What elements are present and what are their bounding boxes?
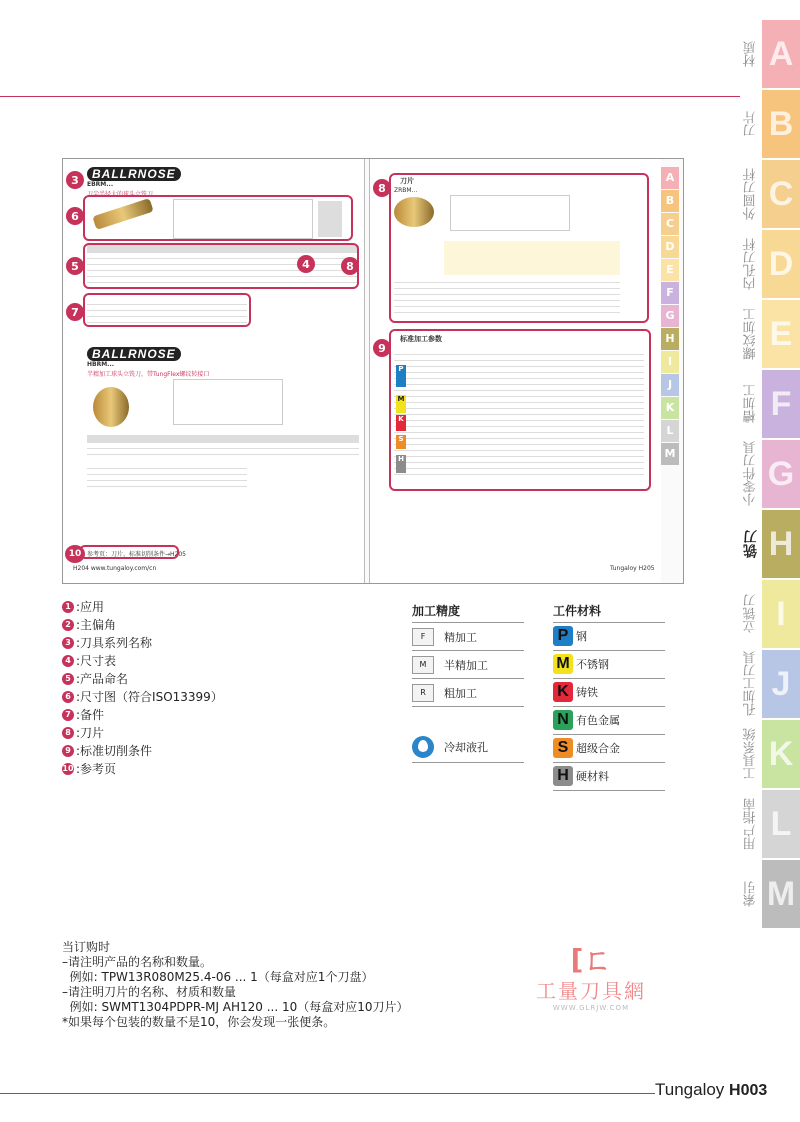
footer-brand <box>655 1080 767 1100</box>
accuracy-label: 粗加工 <box>444 687 477 700</box>
callout-7: 7 <box>66 303 84 321</box>
material-divider <box>553 762 665 763</box>
section-tab-label-b[interactable]: 刀片 <box>743 111 759 137</box>
section-tab-a[interactable] <box>762 20 800 88</box>
materials-title: 工件材料 <box>553 604 602 618</box>
callout-9: 9 <box>373 339 391 357</box>
legend-text: :备件 <box>76 708 105 722</box>
material-icon-h: H <box>553 766 573 786</box>
preview-tab-d: D <box>661 236 679 258</box>
section-tab-label-g[interactable]: 小零件刀具 <box>743 441 759 507</box>
preview-tab-f: F <box>661 282 679 304</box>
section-tab-b[interactable] <box>762 90 800 158</box>
watermark-mark: [ㄈ <box>570 943 612 976</box>
legend-text: :刀片 <box>76 726 105 740</box>
dimension-table-2 <box>87 443 359 457</box>
section-tab-letter: E <box>769 314 793 353</box>
left-page-footer: H204 www.tungaloy.com/cn <box>73 565 157 572</box>
section-tab-label-e[interactable]: 螺纹加工 <box>743 308 759 360</box>
accuracy-title: 加工精度 <box>412 604 461 618</box>
ballnose-logo: BALLRNOSE <box>87 167 181 181</box>
order-line: *如果每个包装的数量不是10，你会发现一张便条。 <box>62 1015 336 1029</box>
coolant-item <box>412 736 488 758</box>
callout-6: 6 <box>66 207 84 225</box>
accuracy-item <box>412 684 477 702</box>
reference-text: 参考页：刀片、标准切削条件→H205 <box>87 551 186 558</box>
order-line: 例如: SWMT1304PDPR-MJ AH120 ... 10（每盒对应10刀片） <box>62 1000 409 1014</box>
catalog-spread-preview <box>62 158 684 584</box>
material-item <box>553 710 620 730</box>
section-tab-label-c[interactable]: 外圆刀杆 <box>743 168 759 220</box>
section-tab-l[interactable] <box>762 790 800 858</box>
preview-tab-j: J <box>661 374 679 396</box>
material-divider <box>553 790 665 791</box>
highlight-reference <box>79 545 179 559</box>
preview-tab-b: B <box>661 190 679 212</box>
legend-item <box>62 724 223 742</box>
preview-tab-c: C <box>661 213 679 235</box>
section-tab-letter: C <box>768 174 794 213</box>
coolant-label: 冷却液孔 <box>444 741 488 754</box>
section-tab-label-m[interactable]: 索引 <box>743 881 759 907</box>
legend-number: 6 <box>62 691 74 703</box>
material-item <box>553 654 609 674</box>
callout-4: 4 <box>297 255 315 273</box>
section-tab-label-f[interactable]: 槽加工 <box>743 384 759 424</box>
callout-10: 10 <box>65 545 85 563</box>
highlight-spare-parts <box>83 293 251 327</box>
material-label: 不锈钢 <box>576 658 609 671</box>
material-divider <box>553 650 665 651</box>
callout-8: 8 <box>373 179 391 197</box>
order-line: 当订购时 <box>62 940 111 954</box>
material-divider <box>553 734 665 735</box>
material-item <box>553 626 587 646</box>
legend-item <box>62 616 223 634</box>
legend-number: 3 <box>62 637 74 649</box>
legend-item <box>62 670 223 688</box>
legend-item <box>62 634 223 652</box>
section-tab-h[interactable] <box>762 510 800 578</box>
section-tab-letter: K <box>768 734 794 773</box>
right-page-footer: Tungaloy H205 <box>610 565 655 572</box>
legend-number: 1 <box>62 601 74 613</box>
accuracy-rule <box>412 622 524 623</box>
material-item <box>553 682 598 702</box>
legend-text: :应用 <box>76 600 105 614</box>
material-divider <box>553 706 665 707</box>
ordering-notes <box>62 940 409 1030</box>
order-line: –请注明产品的名称和数量。 <box>62 955 213 969</box>
section-tab-label-d[interactable]: 内孔刀杆 <box>743 238 759 290</box>
section-tab-letter: J <box>771 664 791 703</box>
series-subtitle: 刀尖半径大的球头立铣刀 <box>87 191 154 198</box>
header-rule <box>0 96 740 97</box>
accuracy-icon: F <box>412 628 434 646</box>
insert-series: ZRBM... <box>394 187 418 194</box>
section-tab-letter: M <box>766 874 796 913</box>
section-tab-f[interactable] <box>762 370 800 438</box>
section-tab-letter: B <box>768 104 794 143</box>
accuracy-divider <box>412 650 524 651</box>
legend-text: :主偏角 <box>76 618 117 632</box>
legend-text: :尺寸图（符合ISO13399） <box>76 690 223 704</box>
section-tab-e[interactable] <box>762 300 800 368</box>
legend-item <box>62 706 223 724</box>
series-name: EBRM... <box>87 181 114 188</box>
iso-m-marker: M <box>396 395 406 413</box>
watermark-url: WWW.GLRJW.COM <box>552 1004 630 1012</box>
section-tab-c[interactable] <box>762 160 800 228</box>
section-tab-label-j[interactable]: 孔加工刀具 <box>743 651 759 717</box>
order-line: –请注明刀片的名称、材质和数量 <box>62 985 237 999</box>
legend-number: 4 <box>62 655 74 667</box>
accuracy-icon: R <box>412 684 434 702</box>
accuracy-item <box>412 656 488 674</box>
coolant-icon <box>412 736 434 758</box>
legend-number: 2 <box>62 619 74 631</box>
dimension-table-header-2 <box>87 435 359 443</box>
material-icon-n: N <box>553 710 573 730</box>
preview-tab-i: I <box>661 351 679 373</box>
section-tab-k[interactable] <box>762 720 800 788</box>
material-divider <box>553 678 665 679</box>
cutting-conditions-title: 标准加工参数 <box>400 335 442 343</box>
material-icon-k: K <box>553 682 573 702</box>
insert-title: 刀片 <box>400 177 414 185</box>
section-tab-d[interactable] <box>762 230 800 298</box>
page-number: H003 <box>729 1082 768 1099</box>
legend-text: :尺寸表 <box>76 654 117 668</box>
section-tab-j[interactable] <box>762 650 800 718</box>
callout-legend <box>62 598 223 778</box>
section-tab-label-k[interactable]: 工具系统 <box>743 728 759 780</box>
legend-number: 7 <box>62 709 74 721</box>
brand-name: Tungaloy <box>655 1080 725 1099</box>
materials-rule <box>553 622 665 623</box>
watermark <box>536 945 646 1012</box>
material-icon-m: M <box>553 654 573 674</box>
material-label: 有色金属 <box>576 714 620 727</box>
section-tab-i[interactable] <box>762 580 800 648</box>
preview-tab-e: E <box>661 259 679 281</box>
tool-photo-2 <box>93 387 129 427</box>
legend-item <box>62 598 223 616</box>
section-tabs <box>762 20 800 930</box>
accuracy-divider <box>412 706 524 707</box>
preview-tab-h: H <box>661 328 679 350</box>
callout-3: 3 <box>66 171 84 189</box>
highlight-insert <box>389 173 649 323</box>
section-tab-g[interactable] <box>762 440 800 508</box>
legend-item <box>62 760 223 778</box>
section-tab-label-h[interactable]: 铣刀 <box>743 530 759 558</box>
material-label: 硬材料 <box>576 770 609 783</box>
callout-8-left: 8 <box>341 257 359 275</box>
order-line: 例如: TPW13R080M25.4-06 ... 1（每盒对应1个刀盘） <box>62 970 374 984</box>
highlight-cutting-conditions <box>389 329 651 491</box>
legend-item <box>62 742 223 760</box>
accuracy-item <box>412 628 477 646</box>
accuracy-divider <box>412 678 524 679</box>
coolant-rule <box>412 762 524 763</box>
legend-number: 10 <box>62 764 74 773</box>
section-tab-letter: A <box>768 34 794 73</box>
legend-number: 5 <box>62 673 74 685</box>
preview-tab-m: M <box>661 443 679 465</box>
spare-parts-table-2 <box>87 463 247 487</box>
preview-tab-a: A <box>661 167 679 189</box>
section-tab-label-a[interactable]: 材质 <box>743 41 759 67</box>
preview-tab-l: L <box>661 420 679 442</box>
watermark-text: 工量刀具網 <box>536 979 646 1003</box>
preview-section-tabs <box>661 167 679 466</box>
section-tab-letter: G <box>767 454 795 493</box>
section-tab-letter: F <box>770 384 792 423</box>
iso-p-marker: P <box>396 365 406 387</box>
material-icon-s: S <box>553 738 573 758</box>
section-tab-letter: H <box>768 524 794 563</box>
section-tab-label-l[interactable]: 用户指南 <box>743 798 759 850</box>
callout-5: 5 <box>66 257 84 275</box>
accuracy-icon: M <box>412 656 434 674</box>
legend-text: :产品命名 <box>76 672 129 686</box>
preview-tab-g: G <box>661 305 679 327</box>
section-tab-letter: I <box>776 594 786 633</box>
dimension-drawing-2 <box>173 379 283 425</box>
preview-tab-k: K <box>661 397 679 419</box>
legend-item <box>62 652 223 670</box>
material-label: 铸铁 <box>576 686 598 699</box>
iso-s-marker: S <box>396 435 406 449</box>
material-item <box>553 766 609 786</box>
section-tab-label-i[interactable]: 立铣刀 <box>743 594 759 634</box>
material-item <box>553 738 620 758</box>
footer-rule <box>0 1093 655 1094</box>
legend-number: 8 <box>62 727 74 739</box>
section-tab-letter: D <box>768 244 794 283</box>
material-label: 钢 <box>576 630 587 643</box>
section-tab-m[interactable] <box>762 860 800 928</box>
highlight-dimension-table <box>83 243 359 289</box>
accuracy-label: 精加工 <box>444 631 477 644</box>
highlight-dimension-drawing <box>83 195 353 241</box>
section-tab-letter: L <box>770 804 792 843</box>
ballnose-logo-2: BALLRNOSE <box>87 347 181 361</box>
iso-k-marker: K <box>396 415 406 431</box>
legend-number: 9 <box>62 745 74 757</box>
accuracy-label: 半精加工 <box>444 659 488 672</box>
legend-text: :刀具系列名称 <box>76 636 153 650</box>
legend-text: :标准切削条件 <box>76 744 153 758</box>
iso-h-marker: H <box>396 455 406 473</box>
material-label: 超级合金 <box>576 742 620 755</box>
material-icon-p: P <box>553 626 573 646</box>
legend-text: :参考页 <box>76 762 117 776</box>
series-name-2: HBRM... <box>87 361 115 368</box>
series-subtitle-2: 半精加工球头立铣刀，带TungFlex螺纹转接口 <box>87 371 210 378</box>
legend-item <box>62 688 223 706</box>
